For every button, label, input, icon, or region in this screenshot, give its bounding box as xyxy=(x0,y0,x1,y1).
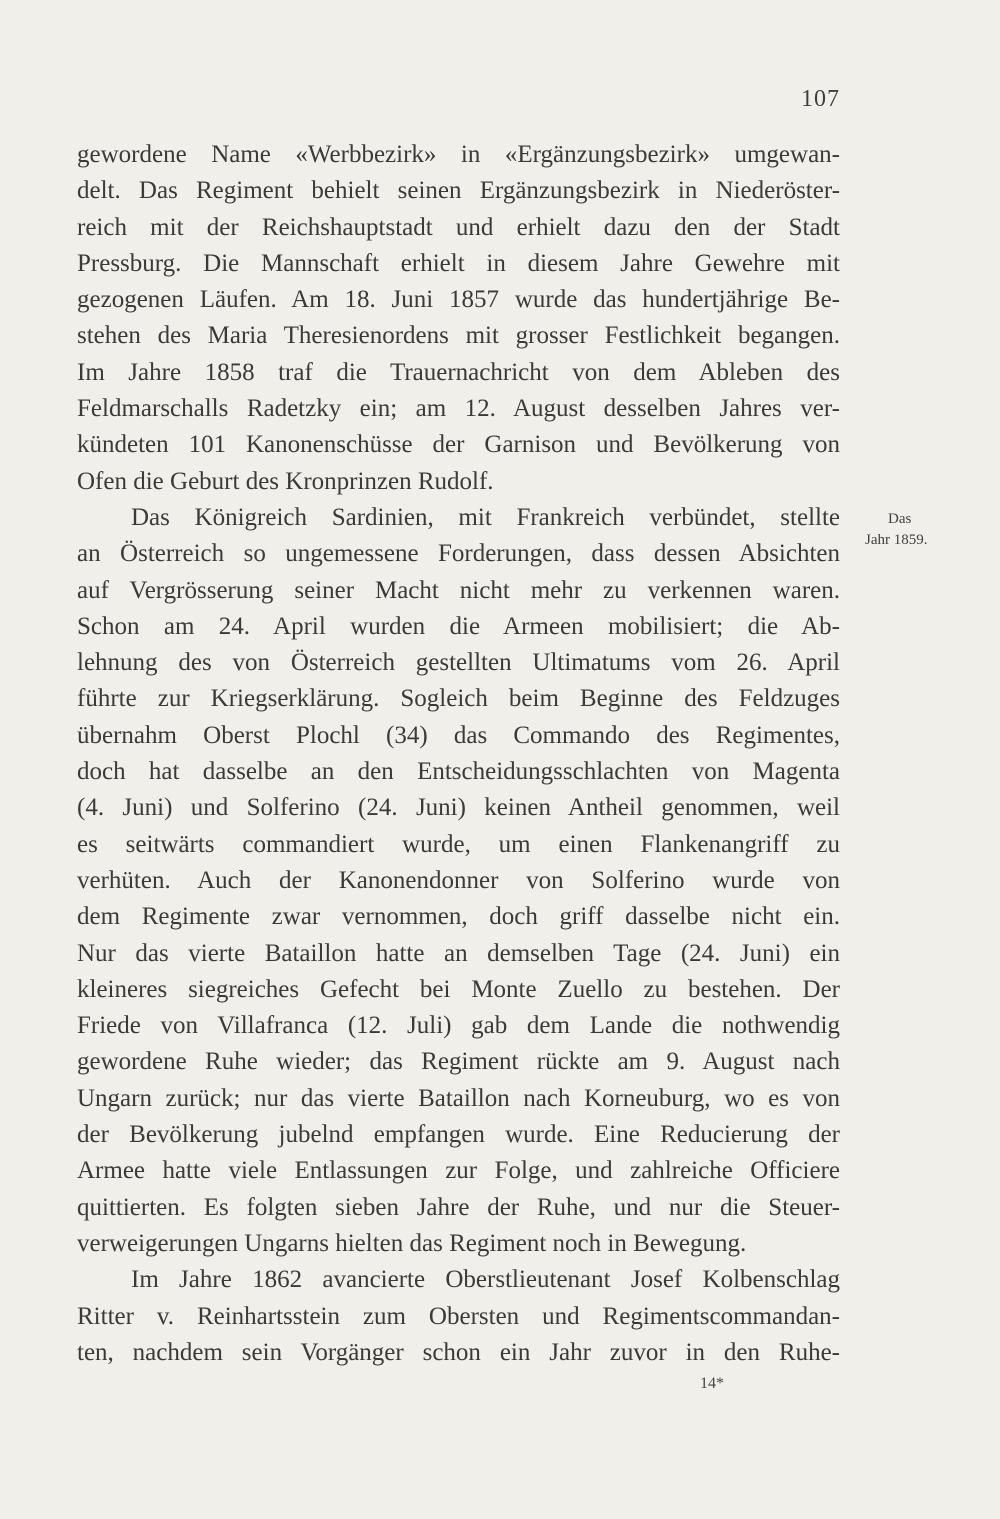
text-line: gewordene Name «Werbbezirk» in «Ergänzungsbezirk» umgewan- xyxy=(77,141,840,168)
text-line: Armee hatte viele Entlassungen zur Folge, und zahlreiche Officiere xyxy=(77,1157,840,1185)
marginal-note-line: Das xyxy=(888,511,912,527)
text-line: Pressburg. Die Mannschaft erhielt in diesem Jahre Gewehre mit xyxy=(77,249,840,277)
marginal-note-line: Jahr 1859. xyxy=(865,532,928,548)
text-line: stehen des Maria Theresienordens mit grosser Festlichkeit begangen. xyxy=(77,322,840,350)
text-line: reich mit der Reichshauptstadt und erhielt dazu den der Stadt xyxy=(77,213,840,241)
text-line: (4. Juni) und Solferino (24. Juni) keinen Antheil genommen, weil xyxy=(77,794,840,822)
text-line: delt. Das Regiment behielt seinen Ergänzungsbezirk in Niederöster- xyxy=(77,177,840,205)
page-number: 107 xyxy=(801,86,840,112)
text-line: Feldmarschalls Radetzky ein; am 12. August desselben Jahres ver- xyxy=(77,395,840,423)
text-line: kleineres siegreiches Gefecht bei Monte Zuello zu bestehen. Der xyxy=(77,975,840,1003)
text-line: der Bevölkerung jubelnd empfangen wurde. Eine Reducierung der xyxy=(77,1121,840,1149)
text-line: lehnung des von Österreich gestellten Ultimatums vom 26. April xyxy=(77,649,840,677)
text-line: doch hat dasselbe an den Entscheidungsschlachten von Magenta xyxy=(77,758,840,786)
text-line: auf Vergrösserung seiner Macht nicht mehr zu verkennen waren. xyxy=(77,576,840,604)
text-line: Schon am 24. April wurden die Armeen mobilisiert; die Ab- xyxy=(77,612,840,640)
text-line: führte zur Kriegserklärung. Sogleich beim Beginne des Feldzuges xyxy=(77,685,840,713)
text-line: es seitwärts commandiert wurde, um einen Flankenangriff zu xyxy=(77,830,840,858)
signature-mark: 14* xyxy=(700,1375,724,1392)
marginal-note xyxy=(865,509,955,551)
text-line: Ritter v. Reinhartsstein zum Obersten und Regimentscommandan- xyxy=(77,1302,840,1330)
body-text xyxy=(77,137,840,1371)
text-line: Nur das vierte Bataillon hatte an demselben Tage (24. Juni) ein xyxy=(77,939,840,967)
text-line: Im Jahre 1858 traf die Trauernachricht von dem Ableben des xyxy=(77,358,840,386)
text-line: quittierten. Es folgten sieben Jahre der Ruhe, und nur die Steuer- xyxy=(77,1193,840,1221)
text-line: dem Regimente zwar vernommen, doch griff dasselbe nicht ein. xyxy=(77,903,840,931)
text-line: an Österreich so ungemessene Forderungen, dass dessen Absichten xyxy=(77,540,840,568)
text-line: ten, nachdem sein Vorgänger schon ein Jahr zuvor in den Ruhe- xyxy=(77,1338,840,1366)
text-line: gewordene Ruhe wieder; das Regiment rückte am 9. August nach xyxy=(77,1048,840,1076)
text-line: gezogenen Läufen. Am 18. Juni 1857 wurde das hundertjährige Be- xyxy=(77,286,840,314)
text-line: übernahm Oberst Plochl (34) das Commando des Regimentes, xyxy=(77,721,840,749)
text-line: verweigerungen Ungarns hielten das Regiment noch in Bewegung. xyxy=(77,1229,747,1257)
text-line: Friede von Villafranca (12. Juli) gab dem Lande die nothwendig xyxy=(77,1012,840,1040)
text-line: Ofen die Geburt des Kronprinzen Rudolf. xyxy=(77,467,494,495)
text-line: Ungarn zurück; nur das vierte Bataillon nach Korneuburg, wo es von xyxy=(77,1084,840,1112)
text-line: verhüten. Auch der Kanonendonner von Solferino wurde von xyxy=(77,866,840,894)
text-line: Im Jahre 1862 avancierte Oberstlieutenant Josef Kolbenschlag xyxy=(131,1266,840,1294)
text-line: Das Königreich Sardinien, mit Frankreich verbündet, stellte xyxy=(131,503,840,531)
text-line: kündeten 101 Kanonenschüsse der Garnison und Bevölkerung von xyxy=(77,431,840,459)
